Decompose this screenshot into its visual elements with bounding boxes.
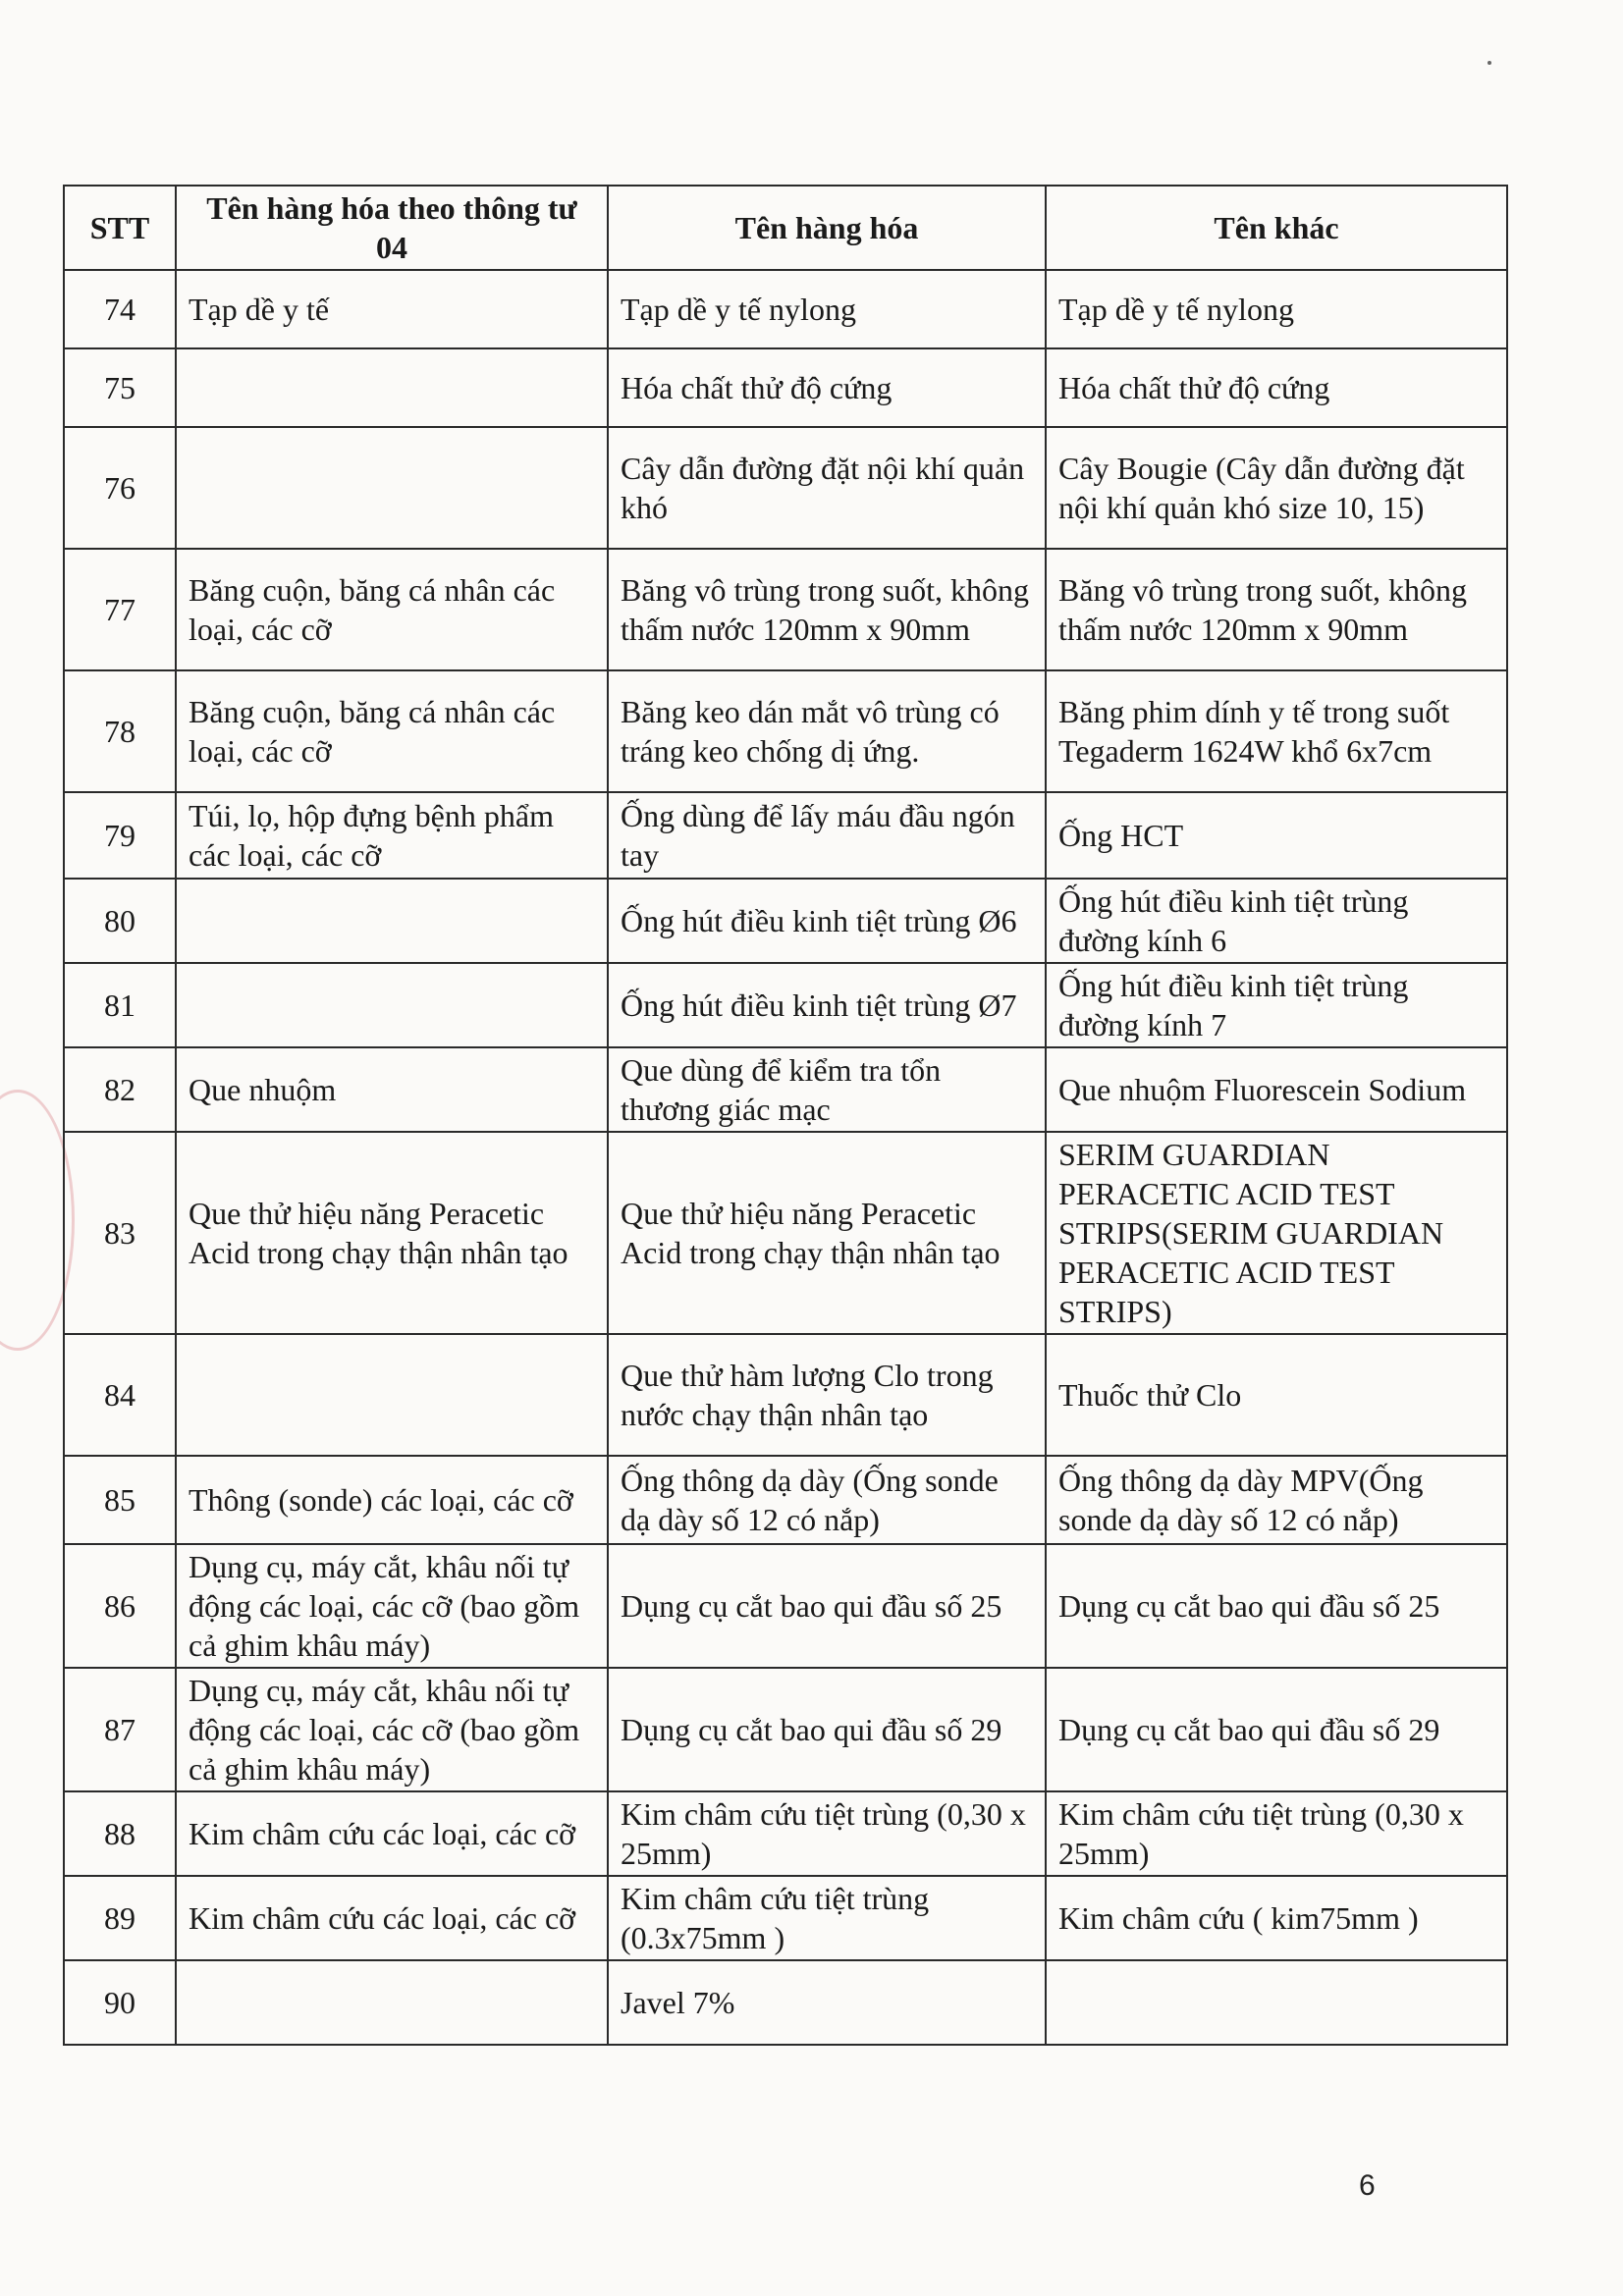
- cell-name: Dụng cụ cắt bao qui đầu số 29: [608, 1668, 1046, 1791]
- cell-name-circular: [176, 963, 608, 1047]
- table-row: [64, 1960, 1507, 2045]
- cell-name: Băng vô trùng trong suốt, không thấm nước 120mm x 90mm: [608, 549, 1046, 670]
- cell-stt: 83: [64, 1132, 176, 1334]
- cell-name-circular: Dụng cụ, máy cắt, khâu nối tự động các loại, các cỡ (bao gồm cả ghim khâu máy): [176, 1544, 608, 1668]
- cell-other-name: Băng phim dính y tế trong suốt Tegaderm 1624W khổ 6x7cm: [1046, 670, 1507, 792]
- header-other-name: Tên khác: [1046, 186, 1507, 270]
- cell-name: Tạp dề y tế nylong: [608, 270, 1046, 348]
- scan-artifact-dot: [1488, 61, 1491, 65]
- cell-name-circular: Thông (sonde) các loại, các cỡ: [176, 1456, 608, 1544]
- cell-name: Kim châm cứu tiệt trùng (0.3x75mm ): [608, 1876, 1046, 1960]
- cell-other-name: Cây Bougie (Cây dẫn đường đặt nội khí quản khó size 10, 15): [1046, 427, 1507, 549]
- table-row: [64, 670, 1507, 792]
- cell-name: Băng keo dán mắt vô trùng có tráng keo chống dị ứng.: [608, 670, 1046, 792]
- cell-stt: 79: [64, 792, 176, 879]
- cell-name-circular: Que thử hiệu năng Peracetic Acid trong chạy thận nhân tạo: [176, 1132, 608, 1334]
- cell-stt: 87: [64, 1668, 176, 1791]
- cell-other-name: [1046, 1960, 1507, 2045]
- cell-name-circular: Que nhuộm: [176, 1047, 608, 1132]
- cell-name-circular: Dụng cụ, máy cắt, khâu nối tự động các loại, các cỡ (bao gồm cả ghim khâu máy): [176, 1668, 608, 1791]
- cell-name-circular: Băng cuộn, băng cá nhân các loại, các cỡ: [176, 549, 608, 670]
- cell-name-circular: Tạp dề y tế: [176, 270, 608, 348]
- cell-name: Ống hút điều kinh tiệt trùng Ø6: [608, 879, 1046, 963]
- cell-name-circular: [176, 879, 608, 963]
- cell-name-circular: Băng cuộn, băng cá nhân các loại, các cỡ: [176, 670, 608, 792]
- cell-name-circular: Kim châm cứu các loại, các cỡ: [176, 1791, 608, 1876]
- cell-stt: 74: [64, 270, 176, 348]
- table-row: [64, 1047, 1507, 1132]
- table-row: [64, 792, 1507, 879]
- table-row: [64, 1132, 1507, 1334]
- table-row: [64, 427, 1507, 549]
- cell-stt: 85: [64, 1456, 176, 1544]
- cell-stt: 77: [64, 549, 176, 670]
- cell-name: Que thử hiệu năng Peracetic Acid trong chạy thận nhân tạo: [608, 1132, 1046, 1334]
- cell-name-circular: [176, 348, 608, 427]
- cell-other-name: Dụng cụ cắt bao qui đầu số 25: [1046, 1544, 1507, 1668]
- cell-name-circular: Kim châm cứu các loại, các cỡ: [176, 1876, 608, 1960]
- table-row: [64, 1456, 1507, 1544]
- header-stt: STT: [64, 186, 176, 270]
- table-row: [64, 879, 1507, 963]
- cell-stt: 86: [64, 1544, 176, 1668]
- cell-other-name: Ống HCT: [1046, 792, 1507, 879]
- cell-stt: 89: [64, 1876, 176, 1960]
- table-row: [64, 1791, 1507, 1876]
- cell-name: Kim châm cứu tiệt trùng (0,30 x 25mm): [608, 1791, 1046, 1876]
- cell-stt: 76: [64, 427, 176, 549]
- cell-other-name: Que nhuộm Fluorescein Sodium: [1046, 1047, 1507, 1132]
- cell-other-name: Kim châm cứu ( kim75mm ): [1046, 1876, 1507, 1960]
- table-row: [64, 348, 1507, 427]
- cell-other-name: SERIM GUARDIAN PERACETIC ACID TEST STRIPS(SERIM GUARDIAN PERACETIC ACID TEST STRIPS): [1046, 1132, 1507, 1334]
- table-body: [64, 270, 1507, 2045]
- page-number: 6: [1359, 2169, 1376, 2202]
- cell-name: Cây dẫn đường đặt nội khí quản khó: [608, 427, 1046, 549]
- table-row: [64, 1544, 1507, 1668]
- cell-name-circular: [176, 1960, 608, 2045]
- cell-other-name: Hóa chất thử độ cứng: [1046, 348, 1507, 427]
- cell-name: Dụng cụ cắt bao qui đầu số 25: [608, 1544, 1046, 1668]
- cell-stt: 84: [64, 1334, 176, 1456]
- table-row: [64, 549, 1507, 670]
- cell-other-name: Dụng cụ cắt bao qui đầu số 29: [1046, 1668, 1507, 1791]
- cell-other-name: Tạp dề y tế nylong: [1046, 270, 1507, 348]
- cell-other-name: Thuốc thử Clo: [1046, 1334, 1507, 1456]
- table-row: [64, 270, 1507, 348]
- cell-other-name: Ống thông dạ dày MPV(Ống sonde dạ dày số 12 có nắp): [1046, 1456, 1507, 1544]
- table-row: [64, 1668, 1507, 1791]
- header-name-circular: Tên hàng hóa theo thông tư 04: [176, 186, 608, 270]
- table-row: [64, 1334, 1507, 1456]
- table-row: [64, 1876, 1507, 1960]
- cell-other-name: Ống hút điều kinh tiệt trùng đường kính 6: [1046, 879, 1507, 963]
- header-name: Tên hàng hóa: [608, 186, 1046, 270]
- cell-name: Que dùng để kiểm tra tổn thương giác mạc: [608, 1047, 1046, 1132]
- cell-name: Ống thông dạ dày (Ống sonde dạ dày số 12 có nắp): [608, 1456, 1046, 1544]
- cell-name-circular: Túi, lọ, hộp đựng bệnh phẩm các loại, các cỡ: [176, 792, 608, 879]
- cell-name: Ống hút điều kinh tiệt trùng Ø7: [608, 963, 1046, 1047]
- cell-other-name: Ống hút điều kinh tiệt trùng đường kính 7: [1046, 963, 1507, 1047]
- cell-stt: 90: [64, 1960, 176, 2045]
- cell-name-circular: [176, 1334, 608, 1456]
- goods-table: [63, 185, 1508, 2046]
- cell-name: Ống dùng để lấy máu đầu ngón tay: [608, 792, 1046, 879]
- cell-name: Que thử hàm lượng Clo trong nước chạy thận nhân tạo: [608, 1334, 1046, 1456]
- cell-name: Hóa chất thử độ cứng: [608, 348, 1046, 427]
- cell-stt: 75: [64, 348, 176, 427]
- cell-stt: 80: [64, 879, 176, 963]
- cell-stt: 88: [64, 1791, 176, 1876]
- table-row: [64, 963, 1507, 1047]
- cell-other-name: Băng vô trùng trong suốt, không thấm nước 120mm x 90mm: [1046, 549, 1507, 670]
- table-header-row: [64, 186, 1507, 270]
- cell-name: Javel 7%: [608, 1960, 1046, 2045]
- cell-name-circular: [176, 427, 608, 549]
- cell-stt: 82: [64, 1047, 176, 1132]
- cell-stt: 78: [64, 670, 176, 792]
- cell-other-name: Kim châm cứu tiệt trùng (0,30 x 25mm): [1046, 1791, 1507, 1876]
- cell-stt: 81: [64, 963, 176, 1047]
